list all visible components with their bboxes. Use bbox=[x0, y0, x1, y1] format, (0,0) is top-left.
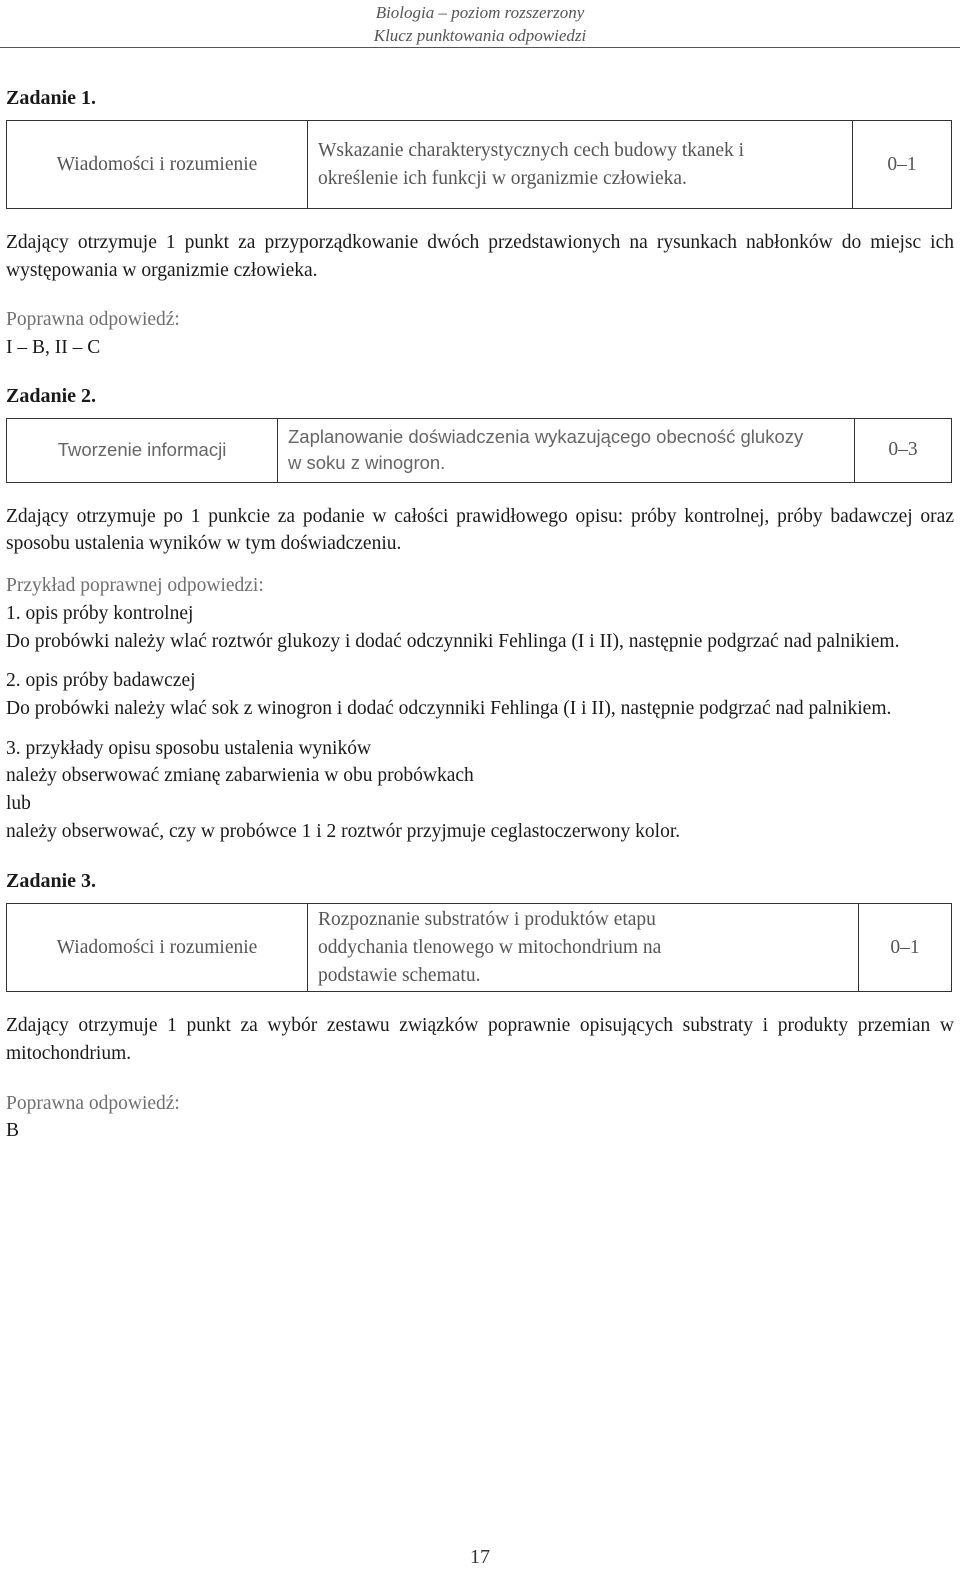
task-1-category: Wiadomości i rozumienie bbox=[7, 121, 308, 209]
task-3-table bbox=[6, 903, 952, 992]
step-3-line-2: należy obserwować, czy w probówce 1 i 2 roztwór przyjmuje ceglastoczerwony kolor. bbox=[6, 820, 681, 842]
task-1-points: 0–1 bbox=[853, 121, 952, 209]
step-3-heading: 3. przykłady opisu sposobu ustalenia wyników bbox=[6, 737, 372, 759]
task-1-description: Wskazanie charakterystycznych cech budowy tkanek i określenie ich funkcji w organizmie człowieka. bbox=[308, 121, 853, 209]
page-number: 17 bbox=[470, 1546, 490, 1568]
task-1 bbox=[6, 84, 954, 362]
task-3-scoring: Zdający otrzymuje 1 punkt za wybór zestawu związków poprawnie opisujących substraty i produkty przemian w mitochondrium. bbox=[6, 1015, 954, 1064]
task-1-answer-label: Poprawna odpowiedź: bbox=[6, 309, 180, 331]
task-1-table bbox=[6, 120, 952, 209]
step-3-or: lub bbox=[6, 792, 31, 814]
task-1-scoring: Zdający otrzymuje 1 punkt za przyporządkowanie dwóch przedstawionych na rysunkach nabłonków do miejsc ich występowania w organizmie człowieka. bbox=[6, 232, 954, 281]
task-2-answer-label: Przykład poprawnej odpowiedzi: bbox=[6, 575, 264, 597]
task-3-title: Zadanie 3. bbox=[6, 870, 97, 893]
step-2-heading: 2. opis próby badawczej bbox=[6, 670, 196, 692]
step-1-heading: 1. opis próby kontrolnej bbox=[6, 602, 194, 624]
task-3-description: Rozpoznanie substratów i produktów etapu oddychania tlenowego w mitochondrium na podstawie schematu. bbox=[308, 904, 859, 992]
document-body bbox=[6, 84, 954, 1145]
task-3-answer: B bbox=[6, 1120, 20, 1142]
task-3-answer-label: Poprawna odpowiedź: bbox=[6, 1092, 180, 1114]
task-1-answer: I – B, II – C bbox=[6, 337, 101, 359]
task-2-scoring: Zdający otrzymuje po 1 punkcie za podanie w całości prawidłowego opisu: próby kontrolnej, próby badawczej oraz sposobu ustalenia wyników w tym doświadczeniu. bbox=[6, 505, 954, 555]
task-2-points: 0–3 bbox=[855, 418, 952, 482]
page-header bbox=[0, 0, 960, 48]
task-3-category: Wiadomości i rozumienie bbox=[7, 904, 308, 992]
step-3-line-1: należy obserwować zmianę zabarwienia w obu probówkach bbox=[6, 765, 474, 787]
task-2 bbox=[6, 382, 954, 846]
task-1-title: Zadanie 1. bbox=[6, 87, 97, 109]
header-subtitle: Klucz punktowania odpowiedzi bbox=[373, 26, 587, 45]
task-2-table bbox=[6, 418, 952, 483]
task-2-category: Tworzenie informacji bbox=[7, 418, 278, 482]
task-3-points: 0–1 bbox=[859, 904, 952, 992]
task-2-description: Zaplanowanie doświadczenia wykazującego obecność glukozy w soku z winogron. bbox=[278, 418, 855, 482]
step-1-text: Do probówki należy wlać roztwór glukozy i dodać odczynniki Fehlinga (I i II), następnie podgrzać nad palnikiem. bbox=[6, 630, 900, 652]
task-2-title: Zadanie 2. bbox=[6, 384, 97, 407]
header-subject: Biologia – poziom rozszerzony bbox=[375, 3, 585, 22]
task-3 bbox=[6, 867, 954, 1145]
step-2-text: Do probówki należy wlać sok z winogron i dodać odczynniki Fehlinga (I i II), następnie podgrzać nad palnikiem. bbox=[6, 697, 892, 719]
